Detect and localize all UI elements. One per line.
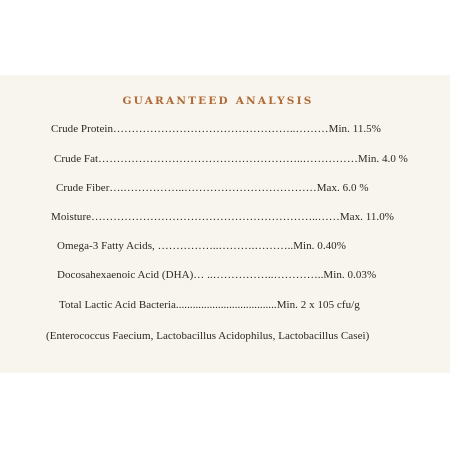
analysis-row-dha: Docosahexaenoic Acid (DHA)… ..……………..…………..Min. 0.03%	[57, 269, 377, 281]
analysis-row-crude-fat: Crude Fat………………………………………………..……………Min. 4.0 %	[54, 153, 408, 165]
analysis-row-crude-fiber: Crude Fiber….……………..………………………………Max. 6.0 %	[56, 182, 369, 194]
analysis-card	[0, 75, 450, 373]
analysis-title: GUARANTEED ANALYSIS	[122, 95, 314, 107]
analysis-row-crude-protein: Crude Protein…………………………………………..………Min. 11.5%	[51, 123, 381, 135]
analysis-row-lactic-acid-bacteria: Total Lactic Acid Bacteria....................................Min. 2 x 105 cfu/g	[59, 299, 360, 311]
analysis-row-moisture: Moisture……………………………………………………..……Max. 11.0%	[51, 211, 394, 223]
analysis-row-bacteria-strains: (Enterococcus Faecium, Lactobacillus Acidophilus, Lactobacillus Casei)	[46, 330, 370, 342]
analysis-row-omega-3: Omega-3 Fatty Acids, ……………..……….………..Min. 0.40%	[57, 240, 346, 252]
